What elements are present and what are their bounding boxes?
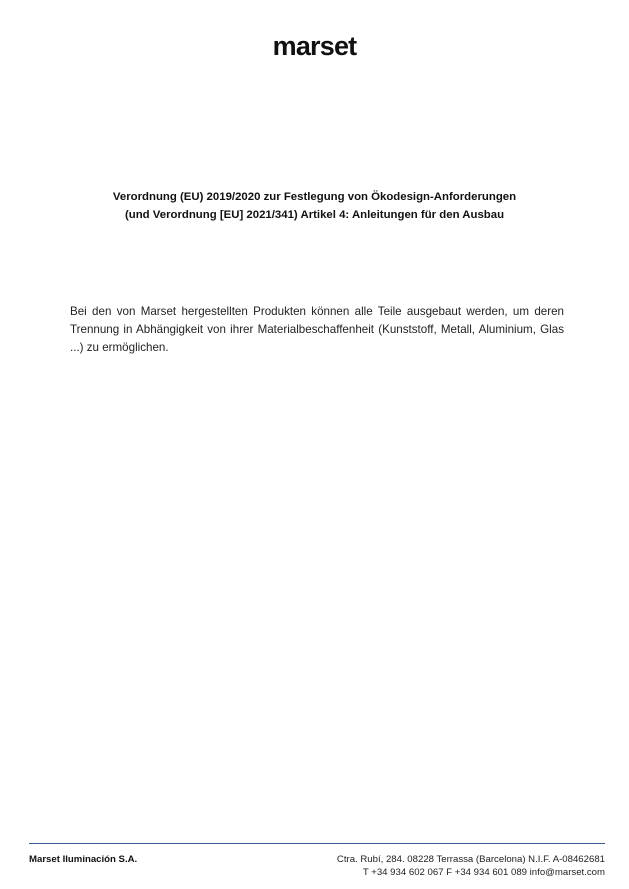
footer-divider bbox=[29, 843, 605, 844]
document-title bbox=[0, 188, 629, 224]
marset-logo: marset bbox=[272, 31, 357, 61]
footer-contact-line: T +34 934 602 067 F +34 934 601 089 info@marset.com bbox=[362, 866, 605, 878]
footer-contact-block bbox=[337, 854, 605, 879]
title-line-1: Verordnung (EU) 2019/2020 zur Festlegung von Ökodesign-Anforderungen bbox=[112, 191, 517, 203]
footer-address-line: Ctra. Rubí, 284. 08228 Terrassa (Barcelona) N.I.F. A-08462681 bbox=[336, 854, 605, 865]
title-line-2: (und Verordnung [EU] 2021/341) Artikel 4: Anleitungen für den Ausbau bbox=[124, 209, 505, 221]
body-paragraph: Bei den von Marset hergestellten Produkten können alle Teile ausgebaut werden, um deren Trennung in Abhängigkeit von ihrer Materialbeschaffenheit (Kunststoff, Metall, Aluminium, Glas ...) zu ermöglichen. bbox=[70, 305, 564, 354]
footer-company-name: Marset Iluminación S.A. bbox=[29, 854, 138, 865]
